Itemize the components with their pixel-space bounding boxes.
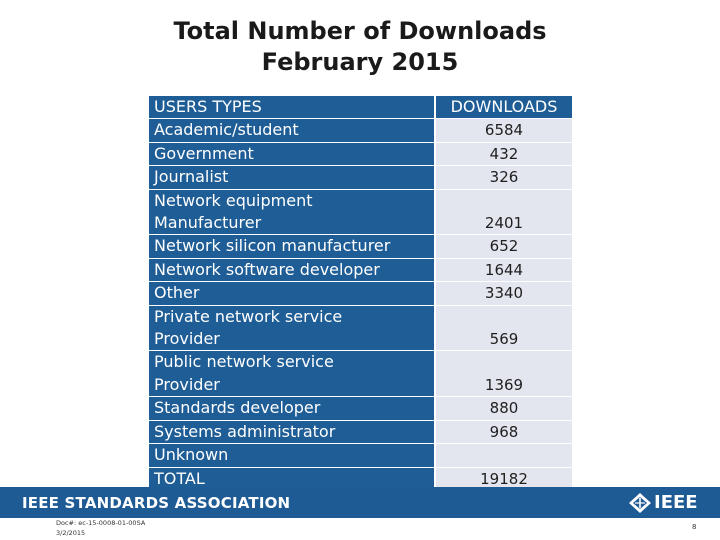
user-type-cell (149, 351, 436, 397)
download-count-cell (436, 306, 574, 352)
table-row (149, 190, 574, 236)
user-type-cell (149, 397, 436, 420)
user-type-cell (149, 119, 436, 142)
downloads-table (149, 96, 574, 490)
user-type-label: Standards developer (154, 398, 321, 418)
user-type-label: Manufacturer (154, 213, 262, 233)
download-count-cell (436, 166, 574, 189)
user-type-label: Journalist (154, 167, 229, 187)
user-type-cell (149, 143, 436, 166)
user-type-label: Unknown (154, 445, 229, 465)
download-count-cell (436, 351, 574, 397)
table-row (149, 351, 574, 397)
page-number: 8 (692, 523, 697, 531)
download-count: 326 (489, 168, 519, 187)
download-count-cell (436, 282, 574, 305)
download-count (436, 444, 572, 466)
user-type-label: Government (154, 143, 254, 163)
header-downloads: DOWNLOADS (436, 96, 574, 119)
download-count-cell (436, 235, 574, 258)
download-count: 880 (489, 399, 519, 418)
user-type-label: Provider (154, 374, 220, 394)
ieee-diamond-icon (628, 492, 652, 514)
download-count: 652 (489, 237, 519, 256)
table-row (149, 421, 574, 444)
download-count: 1369 (484, 375, 524, 394)
table-row (149, 306, 574, 352)
user-type-label: TOTAL (154, 468, 205, 488)
download-count: 3340 (484, 284, 524, 303)
footer-bar (0, 487, 720, 518)
user-type-cell (149, 306, 436, 352)
user-type-label: Public network service (154, 352, 334, 372)
user-type-label: Network silicon manufacturer (154, 236, 391, 256)
download-count-cell (436, 119, 574, 142)
slide-title-line-2: February 2015 (261, 48, 459, 76)
user-type-cell (149, 444, 436, 467)
user-type-cell (149, 259, 436, 282)
doc-date: 3/2/2015 (56, 529, 86, 537)
table-header-row (149, 96, 574, 119)
user-type-label: Systems administrator (154, 421, 336, 441)
download-count-cell (436, 444, 574, 467)
table-row (149, 282, 574, 305)
table-row (149, 166, 574, 189)
download-count: 1644 (484, 260, 524, 279)
table-row (149, 397, 574, 420)
user-type-label: Private network service (154, 306, 343, 326)
table-row (149, 119, 574, 142)
user-type-cell (149, 421, 436, 444)
header-users-types: USERS TYPES (149, 96, 436, 119)
user-type-label: Other (154, 283, 200, 303)
download-count: 19182 (480, 469, 528, 488)
slide-title-line-1: Total Number of Downloads (173, 17, 547, 45)
user-type-cell (149, 190, 436, 236)
download-count: 569 (489, 330, 519, 349)
ieee-logo-text: IEEE (654, 492, 698, 513)
download-count: 2401 (484, 214, 524, 233)
doc-id: Doc#: ec-15-0008-01-00SA (56, 519, 146, 527)
brand-name: IEEE STANDARDS ASSOCIATION (22, 494, 291, 512)
table-row (149, 444, 574, 467)
download-count: 432 (489, 144, 519, 163)
download-count-cell (436, 421, 574, 444)
user-type-cell (149, 282, 436, 305)
user-type-label: Provider (154, 329, 220, 349)
table-row (149, 259, 574, 282)
download-count: 968 (489, 422, 519, 441)
user-type-cell (149, 166, 436, 189)
user-type-label: Network software developer (154, 259, 380, 279)
slide-title (0, 16, 720, 78)
user-type-label: Network equipment (154, 190, 313, 210)
download-count: 6584 (484, 121, 524, 140)
download-count-cell (436, 143, 574, 166)
table-row (149, 143, 574, 166)
download-count-cell (436, 190, 574, 236)
download-count-cell (436, 397, 574, 420)
download-count-cell (436, 259, 574, 282)
user-type-label: Academic/student (154, 120, 299, 140)
user-type-cell (149, 235, 436, 258)
table-row (149, 235, 574, 258)
